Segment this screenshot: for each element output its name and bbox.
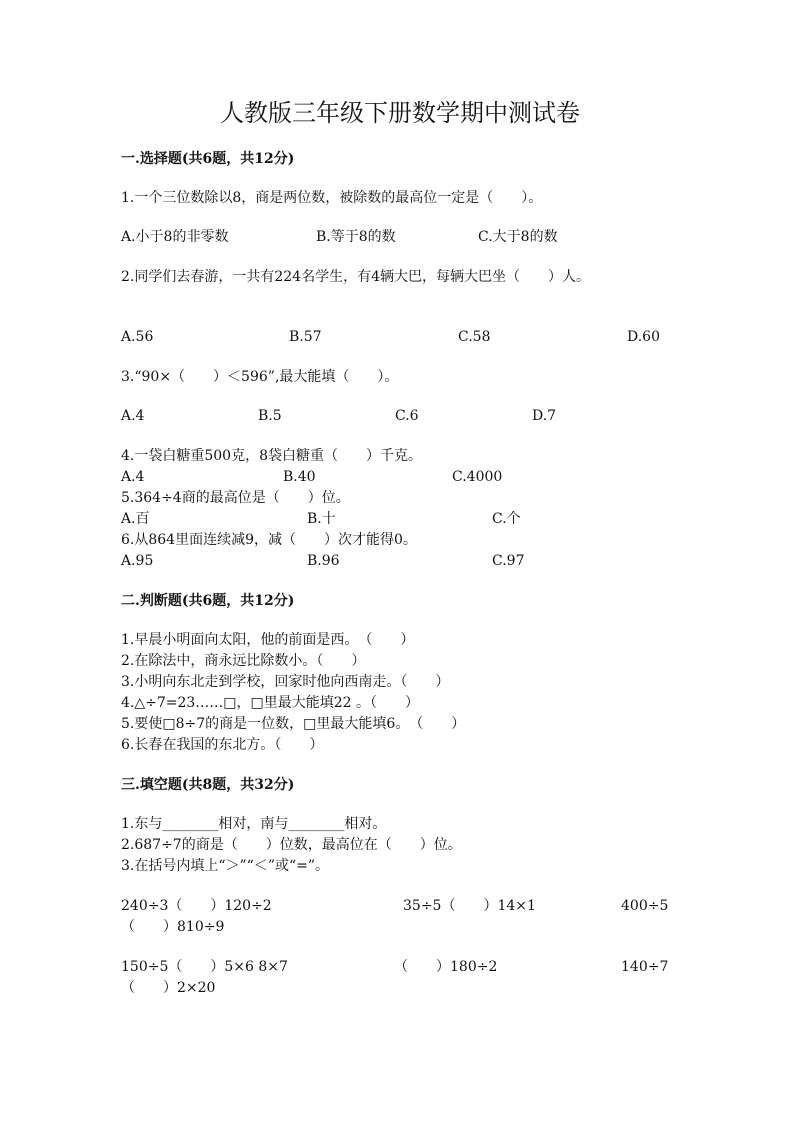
choice-option: C.大于8的数 <box>478 229 558 245</box>
section-heading-fill: 三.填空题(共8题，共32分) <box>121 777 295 793</box>
fill-question-1: 1.东与________相对，南与________相对。 <box>121 816 387 832</box>
judge-question: 4.△÷7=23……□，□里最大能填22 。（ ） <box>121 695 420 711</box>
choice-option: C.6 <box>395 408 419 424</box>
choice-option: A.小于8的非零数 <box>121 229 229 245</box>
fill-question-3: 3.在括号内填上“＞”“＜”或“=”。 <box>121 858 330 874</box>
choice-question-5: 5.364÷4商的最高位是（ ）位。 <box>121 490 350 506</box>
choice-option: A.百 <box>121 511 150 527</box>
compare-item-continued: （ ）2×20 <box>121 980 216 996</box>
choice-option: D.60 <box>627 329 660 345</box>
choice-option: B.96 <box>307 553 340 569</box>
choice-option: A.4 <box>121 469 145 485</box>
choice-option: B.57 <box>289 329 322 345</box>
compare-item: （ ）180÷2 <box>394 959 498 975</box>
page-title: 人教版三年级下册数学期中测试卷 <box>220 99 580 127</box>
choice-option: A.56 <box>121 329 154 345</box>
compare-item-continued: （ ）810÷9 <box>121 919 225 935</box>
choice-option: C.个 <box>492 511 521 527</box>
compare-item: 400÷5 <box>621 898 669 914</box>
compare-item: 240÷3（ ）120÷2 <box>121 898 272 914</box>
choice-option: B.十 <box>307 511 336 527</box>
choice-option: B.40 <box>283 469 316 485</box>
choice-question-3: 3.“90×（ ）＜596”,最大能填（ ）。 <box>121 369 399 385</box>
judge-question: 3.小明向东北走到学校，回家时他向西南走。（ ） <box>121 674 450 690</box>
choice-option: A.4 <box>121 408 145 424</box>
choice-question-1: 1.一个三位数除以8，商是两位数，被除数的最高位一定是（ ）。 <box>121 190 543 206</box>
section-heading-judge: 二.判断题(共6题，共12分) <box>121 593 295 609</box>
choice-option: B.5 <box>258 408 282 424</box>
choice-question-4: 4.一袋白糖重500克，8袋白糖重（ ）千克。 <box>121 448 422 464</box>
compare-item: 35÷5（ ）14×1 <box>403 898 536 914</box>
compare-item: 150÷5（ ）5×6 8×7 <box>121 959 288 975</box>
choice-option: C.4000 <box>452 469 503 485</box>
choice-option: C.58 <box>458 329 491 345</box>
judge-question: 2.在除法中，商永远比除数小。（ ） <box>121 653 366 669</box>
judge-question: 5.要使□8÷7的商是一位数，□里最大能填6。 （ ） <box>121 716 466 732</box>
choice-option: A.95 <box>121 553 154 569</box>
judge-question: 1.早晨小明面向太阳，他的前面是西。 （ ） <box>121 632 415 648</box>
fill-question-2: 2.687÷7的商是（ ）位数，最高位在（ ）位。 <box>121 837 462 853</box>
choice-question-2: 2.同学们去春游，一共有224名学生，有4辆大巴，每辆大巴坐（ ）人。 <box>121 269 590 285</box>
choice-option: C.97 <box>492 553 525 569</box>
section-heading-choice: 一.选择题(共6题，共12分) <box>121 151 295 167</box>
choice-option: D.7 <box>532 408 557 424</box>
choice-option: B.等于8的数 <box>316 229 396 245</box>
judge-question: 6.长春在我国的东北方。（ ） <box>121 737 324 753</box>
choice-question-6: 6.从864里面连续减9，减（ ）次才能得0。 <box>121 532 417 548</box>
compare-item: 140÷7 <box>621 959 669 975</box>
